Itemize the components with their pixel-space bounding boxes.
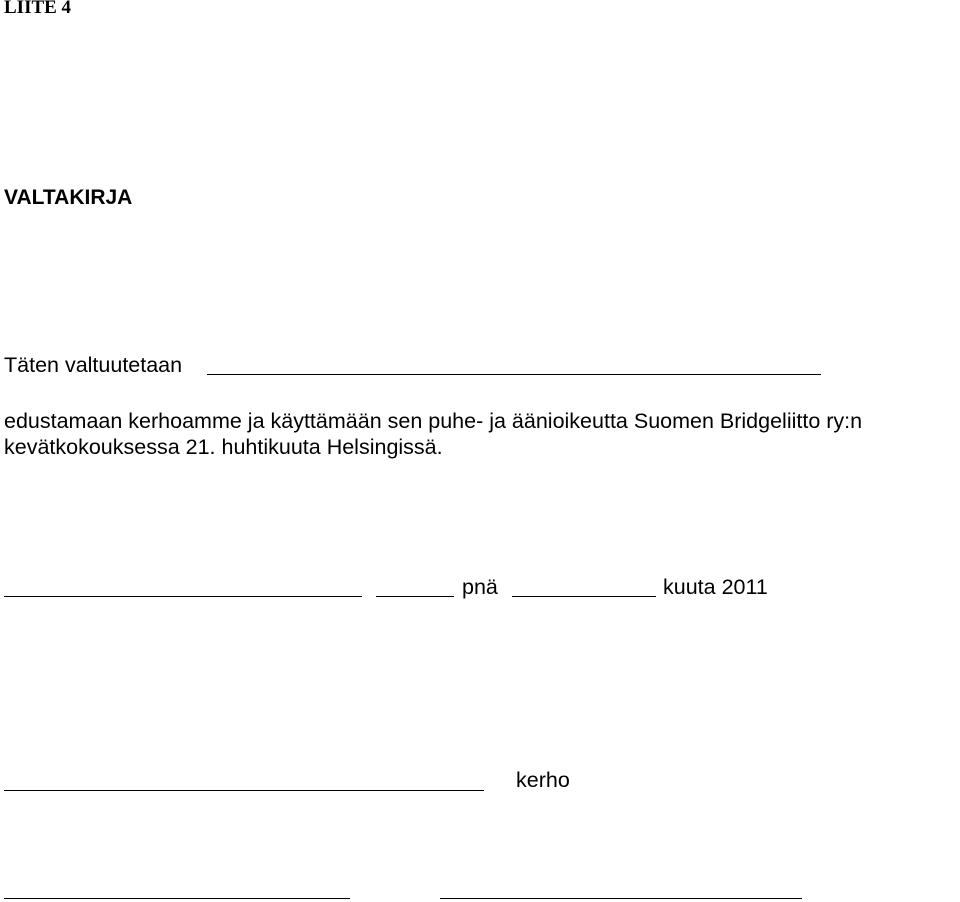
day-blank: [376, 596, 454, 597]
representative-name-blank: [207, 374, 821, 375]
document-title: VALTAKIRJA: [4, 186, 133, 209]
signature-blank-right: [440, 898, 802, 899]
day-suffix-text: pnä: [462, 575, 498, 599]
attachment-header: LIITE 4: [4, 0, 72, 18]
body-text-line-1: edustamaan kerhoamme ja käyttämään sen puhe- ja äänioikeutta Suomen Bridgeliitto ry:n: [4, 409, 863, 433]
body-text-line-2: kevätkokouksessa 21. huhtikuuta Helsingissä.: [4, 435, 443, 459]
club-label-text: kerho: [516, 768, 570, 792]
club-name-blank: [4, 790, 484, 791]
authorization-lead-text: Täten valtuutetaan: [4, 353, 183, 377]
month-blank: [512, 596, 656, 597]
place-blank: [4, 596, 362, 597]
signature-blank-left: [4, 898, 350, 899]
month-year-text: kuuta 2011: [663, 575, 768, 599]
